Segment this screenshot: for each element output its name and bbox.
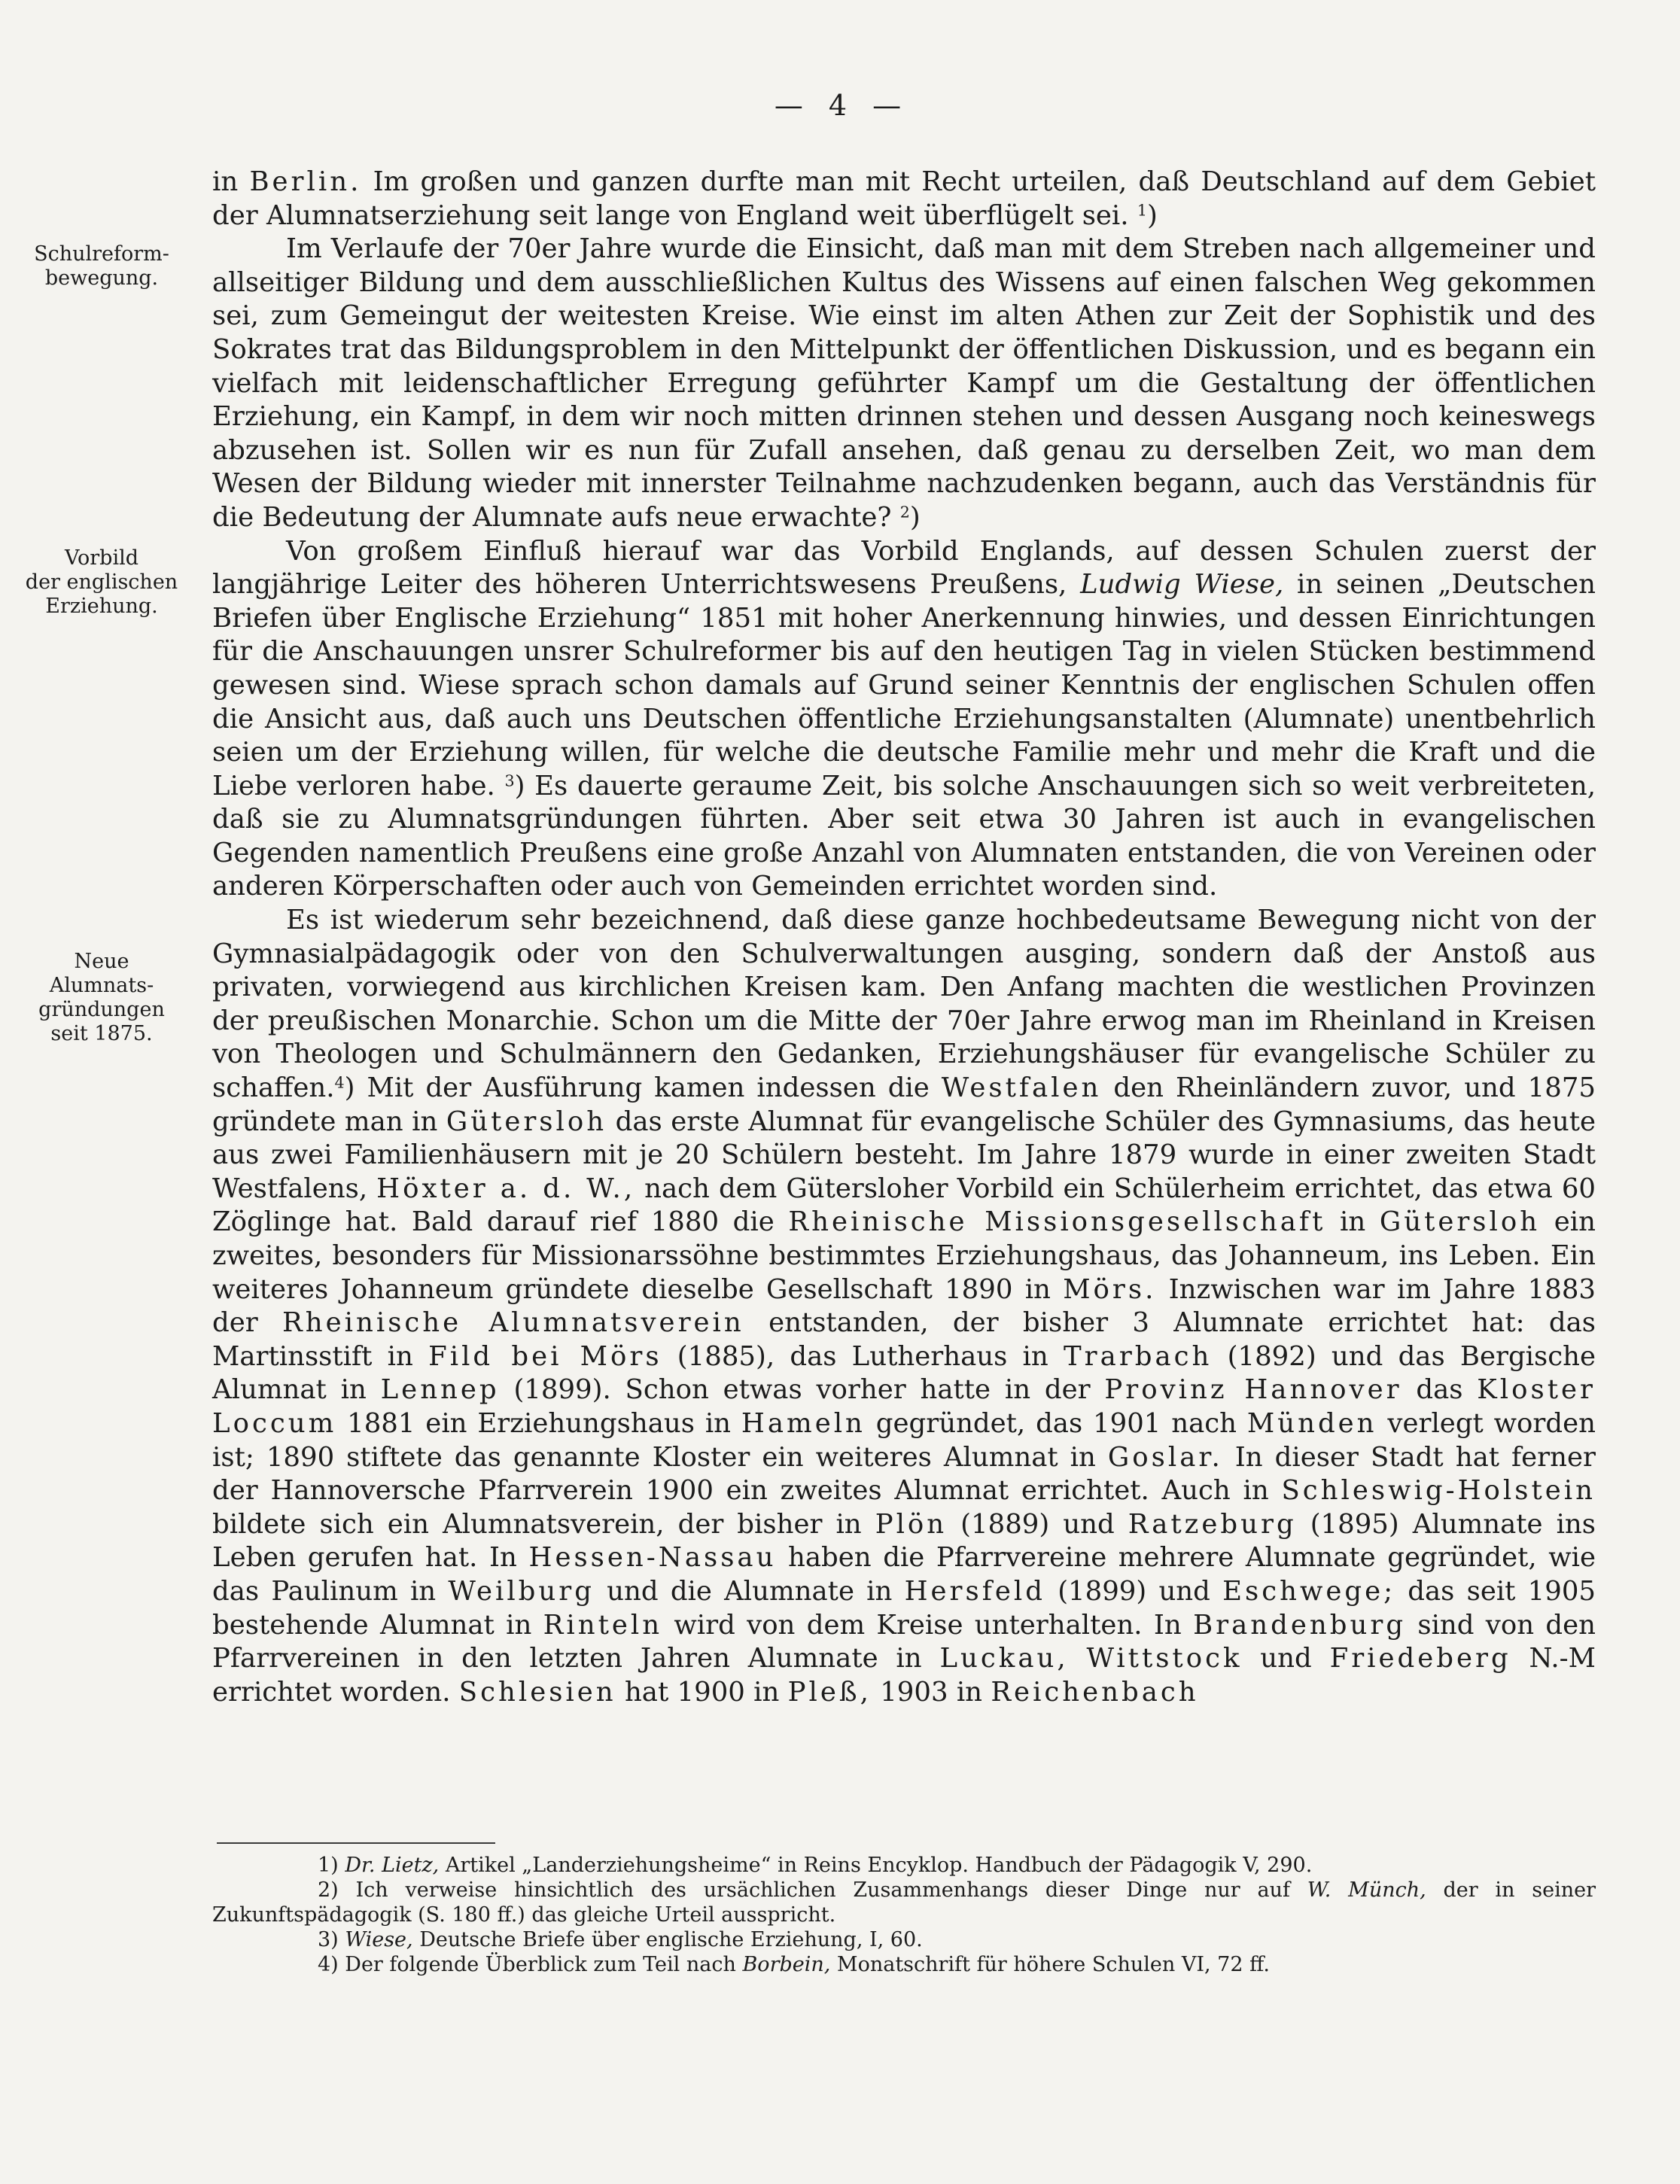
- spaced-place-name: Luckau,: [939, 1643, 1069, 1675]
- body-text: [212, 166, 1596, 1709]
- text: Im großen und ganzen durfte man mit Recht urteilen, daß Deutschland auf dem Gebiet der Alumnatserziehung seit lange von England weit überflügelt sei.: [212, 166, 1596, 231]
- spaced-place-name: Westfalen: [941, 1072, 1102, 1104]
- spaced-place-name: Hersfeld: [904, 1575, 1045, 1607]
- margin-note-line: Schulreform-: [34, 242, 169, 266]
- spaced-place-name: Provinz Hannover: [1104, 1374, 1402, 1406]
- text: entstanden, der bisher 3 Alumnate errichtet hat: das Martinsstift in: [212, 1307, 1596, 1372]
- spaced-place-name: Berlin.: [249, 166, 362, 197]
- text: (1899) und: [1045, 1575, 1223, 1607]
- footnote-author: Wiese,: [345, 1928, 413, 1951]
- text: ): [909, 501, 921, 533]
- margin-note-line: gründungen: [38, 998, 165, 1021]
- footnotes: [212, 1853, 1596, 1977]
- text: das seit 1905 bestehende Alumnat in: [212, 1575, 1596, 1641]
- spaced-place-name: Lennep: [380, 1374, 500, 1406]
- italic-author-name: Ludwig Wiese,: [1080, 569, 1284, 601]
- spaced-place-name: Fild bei Mörs: [428, 1340, 662, 1372]
- footnote-3: [212, 1927, 1596, 1952]
- margin-note-line: Neue: [74, 950, 129, 973]
- footnote-mark: 2): [318, 1878, 339, 1902]
- spaced-place-name: Schlesien: [458, 1676, 616, 1708]
- spaced-place-name: Brandenburg: [1193, 1609, 1407, 1641]
- footnote-mark: 1): [318, 1854, 339, 1877]
- text: [1069, 1643, 1087, 1674]
- footnote-mark: 3): [318, 1928, 339, 1951]
- margin-note-neue-alumnatsgruendungen: [0, 950, 203, 1046]
- text: Inzwischen war im Jahre 1883 der: [212, 1273, 1596, 1339]
- spaced-place-name: Mörs.: [1063, 1273, 1157, 1305]
- footnote-ref: 1: [1137, 201, 1147, 220]
- footnote-mark: 4): [318, 1953, 339, 1976]
- spaced-place-name: Kloster Loccum: [212, 1374, 1596, 1439]
- paragraph-4: [212, 904, 1596, 1709]
- margin-note-vorbild: [0, 546, 203, 619]
- spaced-place-name: Pleß,: [787, 1676, 872, 1708]
- text: (1892) und das Bergische Alumnat in: [212, 1340, 1596, 1406]
- margin-note-line: Vorbild: [64, 546, 139, 570]
- spaced-place-name: Eschwege;: [1222, 1575, 1396, 1607]
- footnote-author: Dr. Lietz,: [345, 1854, 440, 1877]
- text: In dieser Stadt hat ferner der Hannoversche Pfarrverein 1900 ein zweites Alumnat errichtet. Auch in: [212, 1441, 1596, 1507]
- page-number: [0, 89, 1680, 122]
- footnote-2: [212, 1878, 1596, 1927]
- text: (1889) und: [947, 1508, 1128, 1540]
- margin-note-line: seit 1875.: [50, 1022, 153, 1045]
- footnote-text: der in seiner Zukunftspädagogik (S. 180 ff.) das gleiche Urteil ausspricht.: [212, 1878, 1596, 1927]
- text: ) Mit der Ausführung kamen indessen die: [344, 1072, 942, 1104]
- spaced-society-name: Rheinische Alumnatsverein: [282, 1307, 744, 1339]
- text: bildete sich ein Alumnatsverein, der bisher in: [212, 1508, 875, 1540]
- footnote-ref: 3: [504, 771, 515, 790]
- text: verlegt worden ist; 1890 stiftete das genannte Kloster ein weiteres Alumnat in: [212, 1407, 1596, 1473]
- text: (1885), das Lutherhaus in: [662, 1340, 1064, 1372]
- text: ein zweites, besonders für Missionarssöhne bestimmtes Erziehungshaus, das Johanneum, ins Leben. Ein weiteres Johanneum gründete dieselbe Gesellschaft 1890 in: [212, 1206, 1596, 1305]
- spaced-place-name: Gütersloh: [1379, 1206, 1541, 1238]
- margin-note-line: bewegung.: [44, 266, 159, 290]
- spaced-place-name: Plön: [875, 1508, 948, 1540]
- text: in seinen „Deutschen Briefen über Englische Erziehung“ 1851 mit hoher Anerkennung hinwies, und dessen Einrichtungen für die Anschauungen unsrer Schulreformer bis auf den heutigen Tag in vielen Stücken bestimmend gewesen sind. Wiese sprach schon damals auf Grund seiner Kenntnis der englischen Schulen offen die Ansicht aus, daß auch uns Deutschen öffentliche Erziehungsanstalten (Alumnate) unentbehrlich seien um der Erziehung willen, für welche die deutsche Familie mehr und mehr die Kraft und die Liebe verloren habe.: [212, 569, 1596, 802]
- text: 1903 in: [871, 1676, 991, 1708]
- footnote-text: Artikel „Landerziehungsheime“ in Reins Encyklop. Handbuch der Pädagogik V, 290.: [439, 1854, 1313, 1877]
- spaced-place-name: Gütersloh: [446, 1106, 607, 1137]
- spaced-place-name: Hameln: [741, 1407, 866, 1439]
- text: Von großem Einfluß hierauf war das Vorbild Englands, auf dessen Schulen zuerst der langjährige Leiter des höheren Unterrichtswesens Preußens,: [212, 535, 1596, 601]
- spaced-place-name: Ratzeburg: [1128, 1508, 1297, 1540]
- paragraph-3: [212, 535, 1596, 905]
- text: wird von dem Kreise unterhalten. In: [662, 1609, 1194, 1641]
- text: das: [1402, 1374, 1478, 1406]
- footnote-text: Monatschrift für höhere Schulen VI, 72 ff.: [830, 1953, 1270, 1976]
- text: nach dem Gütersloher Vorbild ein Schülerheim errichtet, das etwa 60 Zöglinge hat. Bald darauf rief 1880 die: [212, 1173, 1596, 1238]
- spaced-place-name: Reichenbach: [991, 1676, 1199, 1708]
- text: (1895) Alumnate ins Leben gerufen hat. In: [212, 1508, 1596, 1574]
- page-dash-right: —: [872, 89, 906, 122]
- text: und die Alumnate in: [594, 1575, 905, 1607]
- text: (1899). Schon etwas vorher hatte in der: [499, 1374, 1105, 1406]
- footnote-rule: [217, 1842, 495, 1844]
- text: das erste Alumnat für evangelische Schüler des Gymnasiums, das heute aus zwei Familienhäusern mit je 20 Schülern besteht. Im Jahre 1879 wurde in einer zweiten Stadt Westfalens,: [212, 1106, 1596, 1204]
- spaced-place-name: Goslar.: [1107, 1441, 1223, 1473]
- spaced-place-name: Weilburg: [448, 1575, 595, 1607]
- footnote-4: [212, 1952, 1596, 1977]
- footnote-text: Ich verweise hinsichtlich des ursächlichen Zusammenhangs dieser Dinge nur auf: [338, 1878, 1307, 1902]
- footnote-author: W. Münch,: [1307, 1878, 1426, 1902]
- page-number-value: 4: [828, 89, 852, 122]
- margin-note-line: der englischen: [25, 570, 178, 594]
- text: gegründet, das 1901 nach: [865, 1407, 1247, 1439]
- footnote-ref: 2: [899, 503, 910, 522]
- footnote-text: Der folgende Überblick zum Teil nach: [338, 1953, 743, 1976]
- text: Es ist wiederum sehr bezeichnend, daß diese ganze hochbedeutsame Bewegung nicht von der Gymnasialpädagogik oder von den Schulverwaltungen ausging, sondern daß der Anstoß aus privaten, vorwiegend aus kirchlichen Kreisen kam. Den Anfang machten die westlichen Provinzen der preußischen Monarchie. Schon um die Mitte der 70er Jahre erwog man im Rheinland in Kreisen von Theologen und Schulmännern den Gedanken, Erziehungshäuser für evangelische Schüler zu schaffen.: [212, 905, 1596, 1104]
- page-dash-left: —: [774, 89, 808, 122]
- spaced-place-name: Wittstock: [1086, 1643, 1243, 1675]
- spaced-place-name: Hessen-Nassau: [528, 1542, 777, 1574]
- text: ): [1146, 199, 1158, 231]
- text: N.-M errichtet worden.: [212, 1643, 1596, 1708]
- spaced-place-name: Trarbach: [1064, 1340, 1213, 1372]
- text: den Rheinländern zuvor, und 1875 gründete man in: [212, 1072, 1596, 1137]
- spaced-society-name: Rheinische Missionsgesellschaft: [788, 1206, 1326, 1238]
- footnote-ref: 4: [334, 1073, 345, 1092]
- spaced-place-name: Rinteln: [543, 1609, 663, 1641]
- text: 1881 ein Erziehungshaus in: [336, 1407, 741, 1439]
- footnote-text: Deutsche Briefe über englische Erziehung, I, 60.: [412, 1928, 923, 1951]
- text: und: [1242, 1643, 1330, 1675]
- spaced-place-name: Höxter a. d. W.,: [376, 1173, 636, 1204]
- margin-note-schulreform: [0, 242, 203, 290]
- text: in: [212, 166, 250, 197]
- footnote-author: Borbein,: [742, 1953, 831, 1976]
- text: hat 1900 in: [616, 1676, 788, 1708]
- footnote-1: [212, 1853, 1596, 1878]
- paragraph-2: [212, 233, 1596, 534]
- spaced-place-name: Friedeberg: [1329, 1643, 1511, 1675]
- spaced-place-name: Schleswig-Holstein: [1281, 1475, 1596, 1507]
- text: haben die Pfarrvereine mehrere Alumnate gegründet, wie das Paulinum in: [212, 1542, 1596, 1607]
- text: Im Verlaufe der 70er Jahre wurde die Einsicht, daß man mit dem Streben nach allgemeiner und allseitiger Bildung und dem ausschließlichen Kultus des Wissens auf einen falschen Weg gekommen sei, zum Gemeingut der weitesten Kreise. Wie einst im alten Athen zur Zeit der Sophistik und des Sokrates trat das Bildungsproblem in den Mittelpunkt der öffentlichen Diskussion, und es begann ein vielfach mit leidenschaftlicher Erregung geführter Kampf um die Gestaltung der öffentlichen Erziehung, ein Kampf, in dem wir noch mitten drinnen stehen und dessen Ausgang noch keineswegs abzusehen ist. Sollen wir es nun für Zufall ansehen, daß genau zu derselben Zeit, wo man dem Wesen der Bildung wieder mit innerster Teilnahme nachzudenken begann, auch das Verständnis für die Bedeutung der Alumnate aufs neue erwachte?: [212, 233, 1596, 533]
- text: in: [1325, 1206, 1380, 1238]
- paragraph-1: [212, 166, 1596, 233]
- text: sind von den Pfarrvereinen in den letzten Jahren Alumnate in: [212, 1609, 1596, 1675]
- margin-note-line: Alumnats-: [49, 974, 154, 997]
- spaced-place-name: Münden: [1246, 1407, 1377, 1439]
- margin-note-line: Erziehung.: [45, 595, 158, 618]
- text: ) Es dauerte geraume Zeit, bis solche Anschauungen sich so weit verbreiteten, daß sie zu Alumnatsgründungen führten. Aber seit etwa 30 Jahren ist auch in evangelischen Gegenden namentlich Preußens eine große Anzahl von Alumnaten entstanden, die von Vereinen oder anderen Körperschaften oder auch von Gemeinden errichtet worden sind.: [212, 770, 1596, 902]
